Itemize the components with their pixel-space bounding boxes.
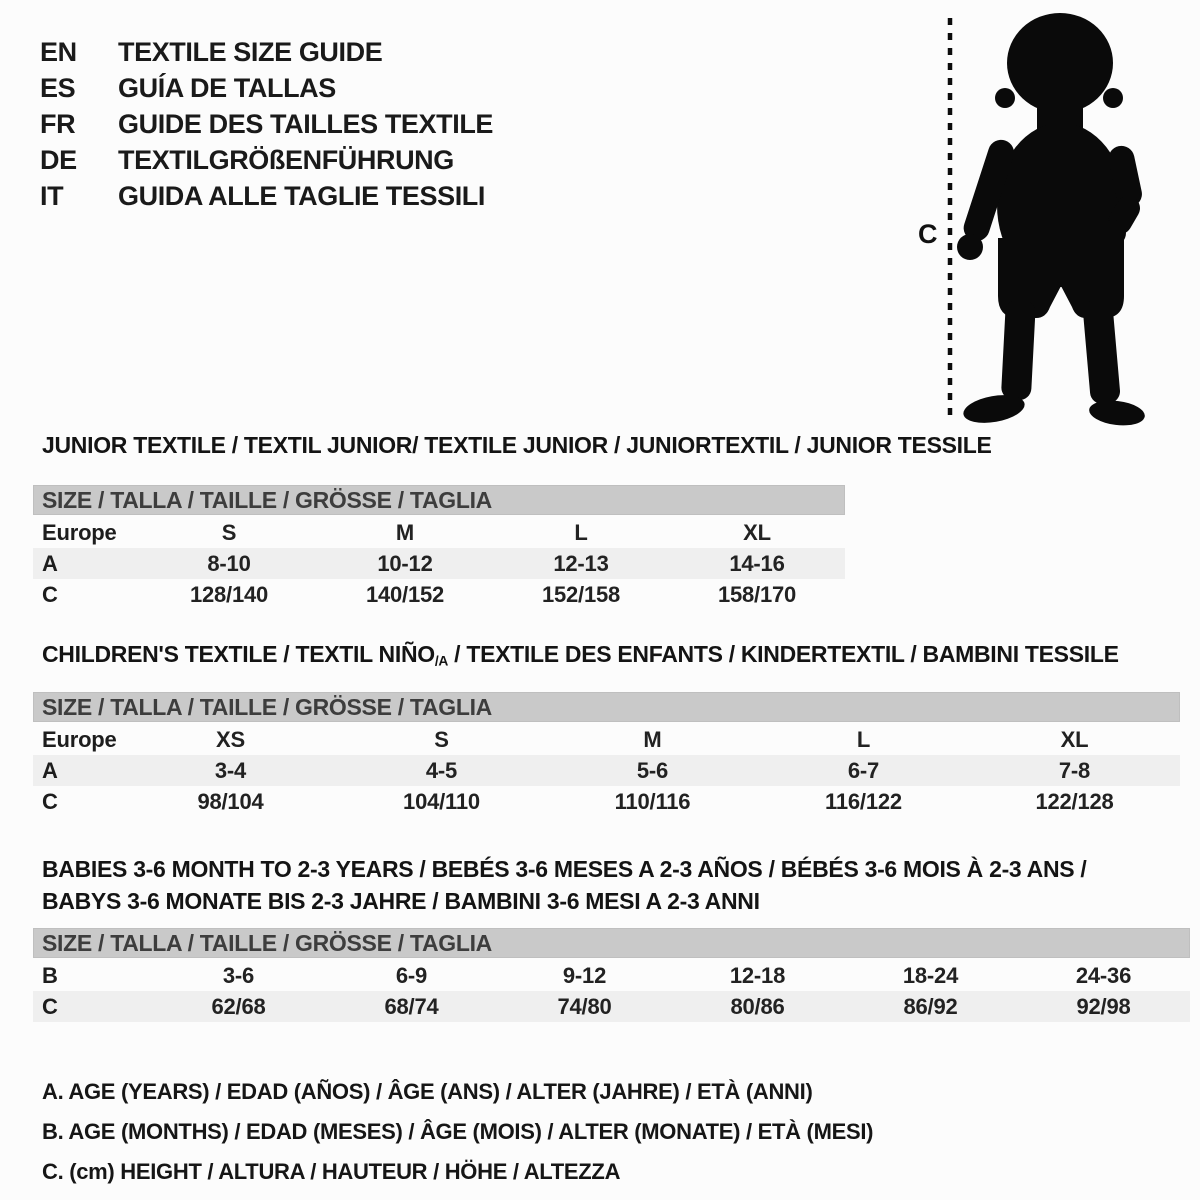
babies-title-line2: BABYS 3-6 MONATE BIS 2-3 JAHRE / BAMBINI 3-6 MESI A 2-3 ANNI [42,888,760,914]
row-label-cell: Europe [42,519,117,545]
height-measure-figure [880,0,1200,440]
size-cell: 3-6 [222,962,255,988]
children-title-subscript: /A [434,653,449,669]
junior-table [33,517,845,610]
size-cell: 62/68 [152,991,325,1022]
table-row [33,579,845,610]
size-header-bar: SIZE / TALLA / TAILLE / GRÖSSE / TAGLIA [33,485,845,515]
size-cell: 116/122 [825,788,902,814]
size-cell: 86/92 [844,991,1017,1022]
size-cell: 68/74 [325,991,498,1022]
size-header-bar: SIZE / TALLA / TAILLE / GRÖSSE / TAGLIA [33,692,1180,722]
babies-size-table [33,928,1190,1022]
table-row [33,517,845,548]
legend-line-c: C. (cm) HEIGHT / ALTURA / HAUTEUR / HÖHE / ALTEZZA [42,1159,621,1184]
language-title-list [40,34,493,214]
language-row [40,142,493,178]
language-title: GUIDE DES TAILLES TEXTILE [118,109,494,139]
children-title-text: CHILDREN'S TEXTILE / TEXTIL NIÑO [42,641,435,667]
toddler-silhouette-icon [957,13,1146,428]
language-code: IT [40,181,64,211]
children-table [33,724,1180,817]
size-cell: 8-10 [141,548,317,579]
size-cell: 18-24 [902,962,959,988]
size-header-bar: SIZE / TALLA / TAILLE / GRÖSSE / TAGLIA [33,928,1190,958]
size-cell: 140/152 [365,581,445,607]
row-label-cell: C [42,581,58,607]
size-cell: 24-36 [1075,962,1132,988]
language-title: GUIDA ALLE TAGLIE TESSILI [118,181,485,211]
row-label-cell: A [33,755,125,786]
size-cell: 74/80 [498,991,671,1022]
size-cell: 6-9 [395,962,428,988]
measurement-legend [42,1072,873,1192]
size-cell: L [574,519,588,545]
language-code: DE [40,145,77,175]
children-title-text: / TEXTILE DES ENFANTS / KINDERTEXTIL / BAMBINI TESSILE [448,641,1119,667]
size-cell: M [395,519,415,545]
size-cell: 122/128 [1035,788,1114,814]
language-code: FR [40,109,76,139]
measure-label-c: C [918,219,938,249]
babies-section-title [42,853,1087,917]
size-cell: L [856,726,871,752]
junior-size-table [33,485,845,610]
language-title: TEXTILE SIZE GUIDE [118,37,383,67]
size-cell: 80/86 [671,991,844,1022]
size-cell: 98/104 [197,788,264,814]
table-row [33,960,1190,991]
size-cell: S [221,519,237,545]
row-label-cell: C [33,991,152,1022]
language-row [40,70,493,106]
size-cell: S [434,726,449,752]
row-label-cell: C [42,788,58,814]
size-cell: 9-12 [562,962,607,988]
junior-section-title: JUNIOR TEXTILE / TEXTIL JUNIOR/ TEXTILE JUNIOR / JUNIORTEXTIL / JUNIOR TESSILE [42,432,992,458]
row-label-cell: A [33,548,141,579]
size-cell: XL [743,519,771,545]
children-size-table [33,692,1180,817]
language-title: GUÍA DE TALLAS [118,73,336,103]
size-cell: XS [216,726,245,752]
size-cell: 92/98 [1017,991,1190,1022]
babies-title-line1: BABIES 3-6 MONTH TO 2-3 YEARS / BEBÉS 3-6 MESES A 2-3 AÑOS / BÉBÉS 3-6 MOIS À 2-3 ANS / [42,856,1087,882]
size-cell: 110/116 [614,788,691,814]
size-cell: 158/170 [717,581,797,607]
size-cell: 5-6 [547,755,758,786]
size-cell: 104/110 [403,788,480,814]
size-cell: 128/140 [189,581,269,607]
language-row [40,178,493,214]
children-section-title [42,641,1119,668]
table-row [33,755,1180,786]
row-label-cell: B [42,962,58,988]
language-code: ES [40,73,76,103]
legend-line-a: A. AGE (YEARS) / EDAD (AÑOS) / ÂGE (ANS) / ALTER (JAHRE) / ETÀ (ANNI) [42,1079,813,1104]
size-cell: 152/158 [541,581,621,607]
size-cell: 3-4 [125,755,336,786]
language-row [40,34,493,70]
size-cell: 14-16 [669,548,845,579]
language-code: EN [40,37,77,67]
table-row [33,991,1190,1022]
table-row [33,724,1180,755]
language-title: TEXTILGRÖßENFÜHRUNG [118,145,454,175]
size-cell: M [643,726,662,752]
babies-table [33,960,1190,1022]
size-cell: 10-12 [317,548,493,579]
size-cell: 6-7 [758,755,969,786]
size-cell: 4-5 [336,755,547,786]
table-row [33,548,845,579]
table-row [33,786,1180,817]
language-row [40,106,493,142]
row-label-cell: Europe [42,726,117,752]
legend-line-b: B. AGE (MONTHS) / EDAD (MESES) / ÂGE (MOIS) / ALTER (MONATE) / ETÀ (MESI) [42,1119,874,1144]
size-cell: 12-18 [729,962,786,988]
size-cell: XL [1060,726,1089,752]
size-cell: 7-8 [969,755,1180,786]
size-cell: 12-13 [493,548,669,579]
